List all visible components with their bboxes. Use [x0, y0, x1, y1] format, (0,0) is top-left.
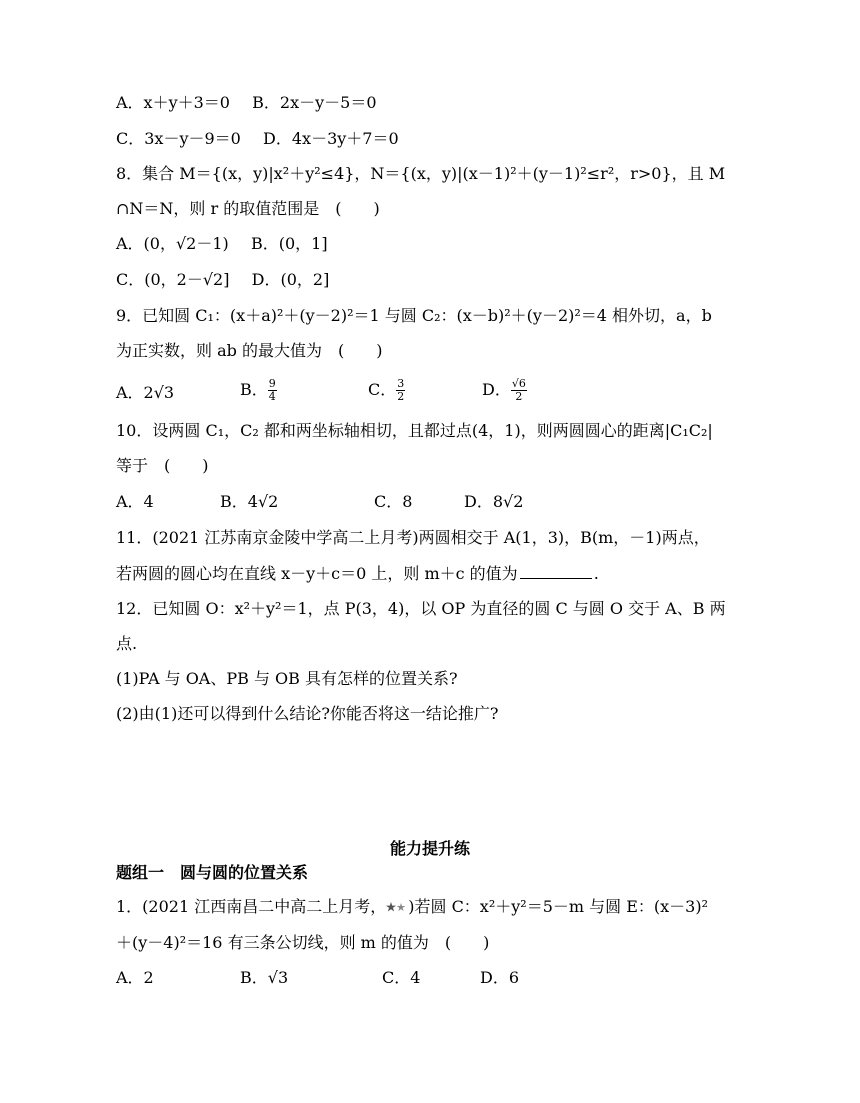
q9-option-d-label: D．	[482, 380, 511, 399]
q9-option-d	[482, 378, 527, 403]
q11-stem-line-1: 11．(2021 江苏南京金陵中学高二上月考)两圆相交于 A(1，3)，B(m，－1)两点，	[116, 528, 710, 547]
q9-option-b-label: B．	[240, 380, 268, 399]
question-group-heading: 题组一 圆与圆的位置关系	[116, 863, 309, 882]
q7-option-b: B．2x－y－5＝0	[252, 93, 377, 112]
q7-options-row-2	[116, 128, 399, 150]
q11-answer-blank	[520, 562, 592, 579]
q9-option-b-fraction	[268, 378, 277, 403]
p1-stem-rest: )若圆 C：x²＋y²＝5－m 与圆 E：(x－3)²	[408, 897, 709, 916]
q10-option-a: A．4	[116, 492, 154, 511]
q9-option-c-numerator: 3	[397, 377, 405, 390]
q12-subquestion-2: (2)由(1)还可以得到什么结论?你能否将这一结论推广?	[116, 704, 499, 723]
q10-stem-line-2: 等于 ( )	[116, 456, 209, 475]
q10-option-c: C．8	[374, 492, 413, 511]
q10-option-b: B．4√2	[220, 492, 279, 511]
p1-option-a: A．2	[116, 968, 154, 987]
p1-stem-source: 1．(2021 江西南昌二中高二上月考，	[116, 897, 387, 916]
q8-options-row-1	[116, 233, 328, 255]
q8-option-d: D．(0，2]	[251, 270, 330, 289]
q8-option-b: B．(0，1]	[250, 234, 328, 253]
q11-stem-line-2	[116, 562, 599, 584]
q9-stem-line-1: 9．已知圆 C₁：(x＋a)²＋(y－2)²＝1 与圆 C₂：(x－b)²＋(y－2)²＝4 相外切，a，b	[116, 306, 712, 325]
q8-option-c: C．(0，2－√2]	[116, 270, 230, 289]
q8-stem-line-1: 8．集合 M＝{(x，y)|x²＋y²≤4}，N＝{(x，y)|(x－1)²＋(y－1)²≤r²，r>0}，且 M	[116, 164, 726, 183]
q12-stem-line-2: 点.	[116, 634, 138, 653]
q7-option-c: C．3x－y－9＝0	[116, 129, 241, 148]
difficulty-star-icon	[386, 901, 408, 915]
section-title: 能力提升练	[389, 839, 470, 858]
q7-option-a: A．x＋y＋3＝0	[116, 93, 230, 112]
q9-option-c-fraction	[396, 378, 405, 403]
q9-option-b-denominator: 4	[268, 390, 276, 403]
q11-stem-end: .	[593, 564, 599, 583]
q9-option-b	[240, 378, 277, 403]
q8-option-a: A．(0，√2－1)	[116, 234, 229, 253]
p1-stem-line-2: ＋(y－4)²＝16 有三条公切线，则 m 的值为 ( )	[116, 933, 490, 952]
q9-option-c-label: C．	[368, 380, 397, 399]
q8-stem-line-2: ∩N＝N，则 r 的取值范围是 ( )	[116, 199, 380, 218]
q9-option-d-denominator: 2	[515, 390, 523, 403]
q9-option-a: A．2√3	[116, 383, 175, 402]
q9-option-c-denominator: 2	[397, 390, 405, 403]
q9-option-b-numerator: 9	[268, 377, 276, 390]
q9-option-d-numerator: √6	[511, 377, 526, 390]
q9-stem-line-2: 为正实数，则 ab 的最大值为 ( )	[116, 341, 383, 360]
q9-option-c	[368, 378, 405, 403]
p1-option-d: D．6	[480, 968, 520, 987]
q7-option-d: D．4x－3y＋7＝0	[263, 129, 399, 148]
q11-stem-text: 若两圆的圆心均在直线 x－y＋c＝0 上，则 m＋c 的值为	[116, 564, 518, 583]
q9-option-d-fraction	[511, 378, 527, 403]
p1-stem-line-1	[116, 896, 708, 918]
q7-options-row-1	[116, 92, 377, 114]
p1-option-b: B．√3	[240, 968, 289, 987]
q8-options-row-2	[116, 269, 329, 291]
q10-option-d: D．8√2	[464, 492, 524, 511]
p1-option-c: C．4	[382, 968, 421, 987]
q12-subquestion-1: (1)PA 与 OA、PB 与 OB 具有怎样的位置关系?	[116, 669, 458, 688]
q10-stem-line-1: 10．设两圆 C₁，C₂ 都和两坐标轴相切，且都过点(4，1)，则两圆圆心的距离|C₁C₂|	[116, 421, 713, 440]
q12-stem-line-1: 12．已知圆 O：x²＋y²＝1，点 P(3，4)，以 OP 为直径的圆 C 与圆 O 交于 A、B 两	[116, 599, 726, 618]
